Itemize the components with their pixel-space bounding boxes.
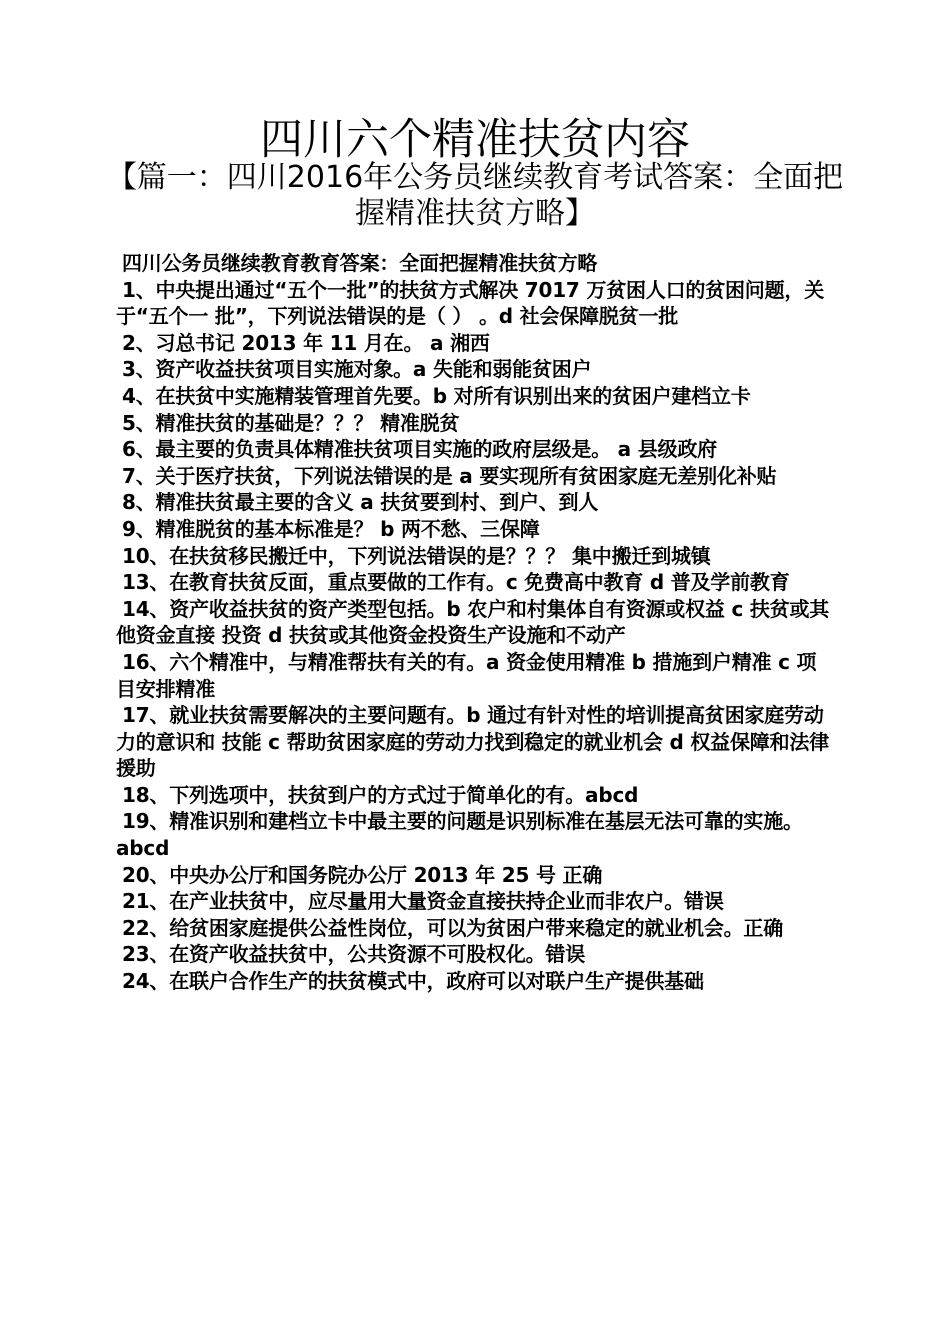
answer-item: 23、在资产收益扶贫中，公共资源不可股权化。错误 bbox=[122, 942, 586, 967]
answer-item: 19、精准识别和建档立卡中最主要的问题是识别标准在基层无法可靠的实施。abcd bbox=[116, 809, 803, 861]
answer-item: 8、精准扶贫最主要的含义 a 扶贫要到村、到户、到人 bbox=[122, 490, 599, 515]
section-heading: 四川公务员继续教育教育答案：全面把握精准扶贫方略 bbox=[122, 251, 598, 275]
answer-item: 24、在联户合作生产的扶贫模式中，政府可以对联户生产提供基础 bbox=[122, 969, 704, 994]
answer-item: 9、精准脱贫的基本标准是？ b 两不愁、三保障 bbox=[122, 516, 540, 541]
answer-item: 21、在产业扶贫中，应尽量用大量资金直接扶持企业而非农户。错误 bbox=[122, 889, 724, 914]
answer-item: 1、中央提出通过“五个一批”的扶贫方式解决 7017 万贫困人口的贫困问题，关于“五个一 批”，下列说法错误的是（ ） 。d 社会保障脱贫一批 bbox=[116, 277, 824, 329]
answer-item: 6、最主要的负责具体精准扶贫项目实施的政府层级是。 a 县级政府 bbox=[122, 437, 717, 462]
answer-item: 4、在扶贫中实施精装管理首先要。b 对所有识别出来的贫困户建档立卡 bbox=[122, 383, 751, 408]
document-body bbox=[116, 250, 836, 995]
document-title: 四川六个精准扶贫内容 bbox=[260, 115, 690, 165]
answer-item: 13、在教育扶贫反面，重点要做的工作有。c 免费高中教育 d 普及学前教育 bbox=[122, 570, 790, 595]
answer-item: 18、下列选项中，扶贫到户的方式过于简单化的有。abcd bbox=[122, 782, 639, 807]
answer-item: 16、六个精准中，与精准帮扶有关的有。a 资金使用精准 b 措施到户精准 c 项目安排精准 bbox=[116, 649, 817, 701]
answer-item: 14、资产收益扶贫的资产类型包括。b 农户和村集体自有资源或权益 c 扶贫或其他资金直接 投资 d 扶贫或其他资金投资生产设施和不动产 bbox=[116, 596, 830, 648]
answer-item: 3、资产收益扶贫项目实施对象。a 失能和弱能贫困户 bbox=[122, 357, 592, 382]
answer-item: 7、关于医疗扶贫，下列说法错误的是 a 要实现所有贫困家庭无差别化补贴 bbox=[122, 463, 777, 488]
answer-item: 17、就业扶贫需要解决的主要问题有。b 通过有针对性的培训提高贫困家庭劳动力的意识和 技能 c 帮助贫困家庭的劳动力找到稳定的就业机会 d 权益保障和法律援助 bbox=[116, 703, 829, 781]
document-subtitle: 【篇一：四川2016年公务员继续教育考试答案：全面把握精准扶贫方略】 bbox=[106, 160, 844, 231]
answer-item: 10、在扶贫移民搬迁中，下列说法错误的是？？？ 集中搬迁到城镇 bbox=[122, 543, 711, 568]
answer-item: 20、中央办公厅和国务院办公厅 2013 年 25 号 正确 bbox=[122, 862, 603, 887]
answer-item: 5、精准扶贫的基础是？？？ 精准脱贫 bbox=[122, 410, 460, 435]
answer-item: 22、给贫困家庭提供公益性岗位，可以为贫困户带来稳定的就业机会。正确 bbox=[122, 915, 784, 940]
answer-item: 2、习总书记 2013 年 11 月在。 a 湘西 bbox=[122, 330, 490, 355]
